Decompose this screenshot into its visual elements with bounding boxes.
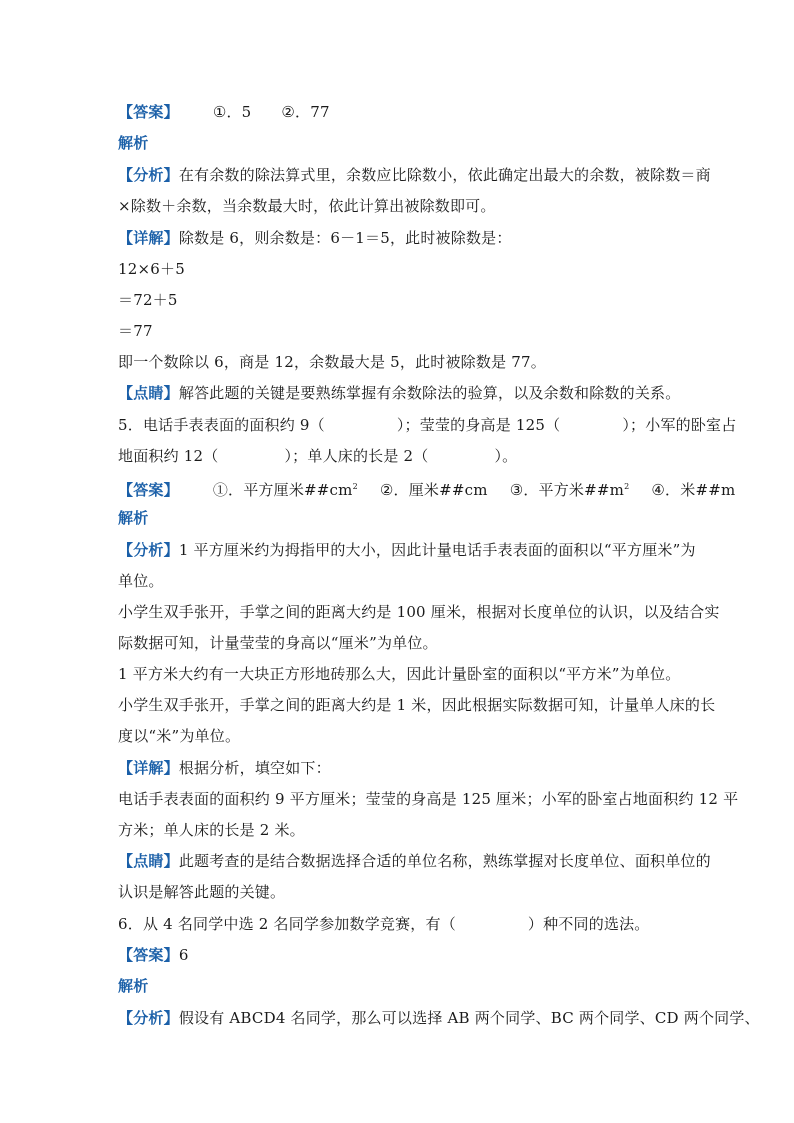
- q4-calc-line-2: ＝72＋5: [118, 291, 178, 309]
- q5-stem-a: 5．电话手表表面的面积约 9（: [118, 416, 325, 434]
- q4-conclusion: 即一个数除以 6，商是 12，余数最大是 5，此时被除数是 77。: [118, 353, 546, 371]
- xiangjie-tag: 【详解】: [118, 229, 179, 247]
- q5-fenxi-text-1: 1 平方厘米约为拇指甲的大小，因此计量电话手表表面的面积以“平方厘米”为: [178, 541, 696, 559]
- q4-fenxi-line-2: [118, 196, 688, 216]
- q5-stem-c: ）；小军的卧室占: [622, 416, 737, 434]
- analysis-tag: 解析: [118, 509, 149, 527]
- q5-answer-3: ③．平方米$\#\#m^2$: [509, 481, 630, 499]
- analysis-tag: 解析: [118, 134, 149, 152]
- answer-tag: 【答案】: [118, 103, 179, 121]
- q4-calc-line-3: ＝77: [118, 322, 153, 340]
- q6-fenxi-text: 假设有 ABCD4 名同学，那么可以选择 AB 两个同学、BC 两个同学、CD 两个同学、: [178, 1009, 760, 1027]
- dianjing-tag: 【点睛】: [118, 852, 179, 870]
- q6-stem-line: [118, 914, 688, 934]
- q5-stem-b: ）；莹莹的身高是 125（: [396, 416, 561, 434]
- q5-answer-1: ①．平方厘米$\#\#cm^2$: [212, 481, 358, 499]
- answer-tag: 【答案】: [118, 481, 179, 499]
- q4-calc-line-1: 12×6＋5: [118, 260, 185, 278]
- q4-fenxi-text-2: ×除数＋余数，当余数最大时，依此计算出被除数即可。: [118, 197, 496, 215]
- q5-analysis-heading: [118, 508, 688, 528]
- q5-dianjing-text-1: 此题考查的是结合数据选择合适的单位名称，熟练掌握对长度单位、面积单位的: [178, 852, 711, 870]
- q4-dianjing-text: 解答此题的关键是要熟练掌握有余数除法的验算，以及余数和除数的关系。: [178, 384, 681, 402]
- answer-tag: 【答案】: [118, 946, 179, 964]
- q5-para4-line-2: 度以“米”为单位。: [118, 727, 241, 745]
- q5-fill-line-1: 电话手表表面的面积约 9 平方厘米；莹莹的身高是 125 厘米；小军的卧室占地面积约 12 平: [118, 790, 739, 808]
- q4-dianjing-line: [118, 383, 688, 403]
- analysis-tag: 解析: [118, 977, 149, 995]
- q5-xiangjie-text: 根据分析，填空如下：: [178, 759, 331, 777]
- xiangjie-tag: 【详解】: [118, 759, 179, 777]
- q5-para2-line-2: 际数据可知，计量莹莹的身高以“厘米”为单位。: [118, 634, 438, 652]
- q5-fill-line-2: 方米；单人床的长是 2 米。: [118, 821, 305, 839]
- q5-para2-line-1: 小学生双手张开，手掌之间的距离大约是 100 厘米，根据对长度单位的认识，以及结合实: [118, 603, 720, 621]
- q5-fenxi-line-2: 单位。: [118, 572, 164, 590]
- q5-dianjing-line-1: [118, 851, 711, 871]
- fenxi-tag: 【分析】: [118, 541, 179, 559]
- q5-answer-2: ②．厘米##cm: [379, 481, 488, 499]
- q5-fenxi-line-1: [118, 540, 696, 560]
- q4-answer-2: ②．77: [281, 103, 330, 121]
- q6-answer-line: [118, 945, 688, 965]
- q6-stem-b: ）种不同的选法。: [527, 915, 650, 933]
- q4-fenxi-text-1: 在有余数的除法算式里，余数应比除数小，依此确定出最大的余数，被除数＝商: [178, 166, 711, 184]
- q5-answer-line: [118, 477, 736, 500]
- q5-para4-line-1: 小学生双手张开，手掌之间的距离大约是 1 米，因此根据实际数据可知，计量单人床的长: [118, 696, 716, 714]
- q5-answer-4: ④．米##m: [651, 481, 736, 499]
- q4-xiangjie-line: [118, 228, 688, 248]
- q4-fenxi-line-1: [118, 165, 711, 185]
- q5-stem-line-2: [118, 446, 688, 466]
- q5-stem-f: ）。: [494, 447, 518, 465]
- q5-stem-d: 地面积约 12（: [118, 447, 219, 465]
- q6-fenxi-line: [118, 1008, 760, 1028]
- q6-answer: 6: [178, 946, 189, 964]
- q5-xiangjie-line: [118, 758, 688, 778]
- q4-answer-line: [118, 102, 688, 122]
- q5-para3-line: 1 平方米大约有一大块正方形地砖那么大，因此计量卧室的面积以“平方米”为单位。: [118, 665, 681, 683]
- q4-analysis-heading: [118, 133, 688, 153]
- q5-dianjing-line-2: 认识是解答此题的关键。: [118, 883, 286, 901]
- fenxi-tag: 【分析】: [118, 166, 179, 184]
- q5-stem-line-1: [118, 415, 737, 435]
- q5-stem-e: ）；单人床的长是 2（: [284, 447, 429, 465]
- q6-stem-a: 6．从 4 名同学中选 2 名同学参加数学竞赛，有（: [118, 915, 456, 933]
- q4-xiangjie-text: 除数是 6，则余数是：6－1＝5，此时被除数是：: [178, 229, 512, 247]
- q4-answer-1: ①．5: [212, 103, 252, 121]
- q6-analysis-heading: [118, 976, 688, 996]
- dianjing-tag: 【点睛】: [118, 384, 179, 402]
- fenxi-tag: 【分析】: [118, 1009, 179, 1027]
